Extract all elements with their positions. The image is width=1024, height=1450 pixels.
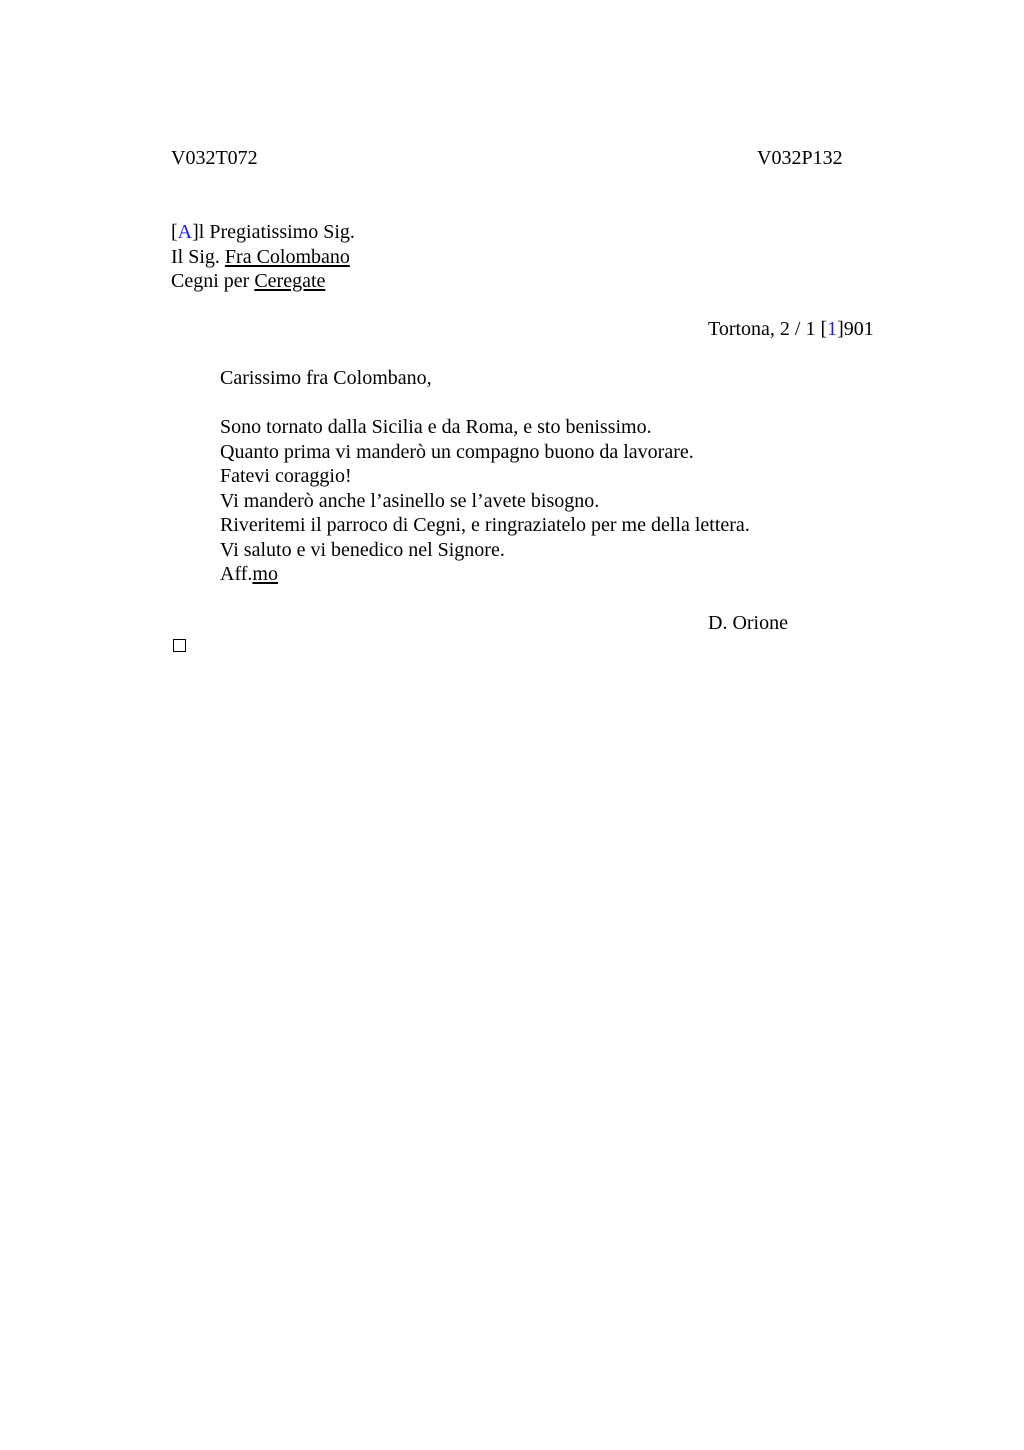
document-code-right: V032P132 — [757, 147, 843, 169]
letter-greeting: Carissimo fra Colombano, — [220, 367, 432, 389]
address-line-2 — [171, 245, 355, 270]
address-block — [171, 220, 355, 294]
body-line: Vi manderò anche l’asinello se l’avete bisogno. — [220, 489, 600, 512]
address-bracket-letter: A — [177, 221, 193, 243]
body-line: Sono tornato dalla Sicilia e da Roma, e sto benissimo. — [220, 416, 652, 438]
recipient-place: Ceregate — [254, 270, 326, 292]
address-bracket-close: ] — [192, 221, 199, 243]
end-square-icon — [173, 639, 186, 652]
address-bracket-open: [ — [171, 221, 178, 243]
address-line-1-text: l Pregiatissimo Sig. — [198, 221, 355, 243]
address-line-2-prefix: Il Sig. — [171, 245, 225, 268]
date-bracket-digit: 1 — [827, 318, 838, 340]
letter-date — [708, 317, 874, 342]
body-line: Fatevi coraggio! — [220, 465, 352, 487]
recipient-name: Fra Colombano — [224, 245, 350, 268]
address-line-1 — [171, 220, 355, 245]
letter-body — [220, 415, 750, 587]
address-line-3-prefix: Cegni per — [171, 270, 255, 292]
body-line: Vi saluto e vi benedico nel Signore. — [220, 538, 505, 561]
body-line: Quanto prima vi manderò un compagno buono da lavorare. — [220, 440, 694, 463]
closing-suffix: mo — [252, 563, 278, 585]
letter-closing — [220, 562, 750, 587]
closing-prefix: Aff. — [220, 563, 253, 585]
date-suffix: ]901 — [837, 318, 874, 340]
body-line: Riveritemi il parroco di Cegni, e ringraziatelo per me della lettera. — [220, 514, 750, 536]
letter-signature: D. Orione — [708, 612, 788, 634]
date-prefix: Tortona, 2 / 1 [ — [708, 318, 828, 340]
address-line-3 — [171, 269, 355, 294]
document-code-left: V032T072 — [171, 147, 258, 169]
